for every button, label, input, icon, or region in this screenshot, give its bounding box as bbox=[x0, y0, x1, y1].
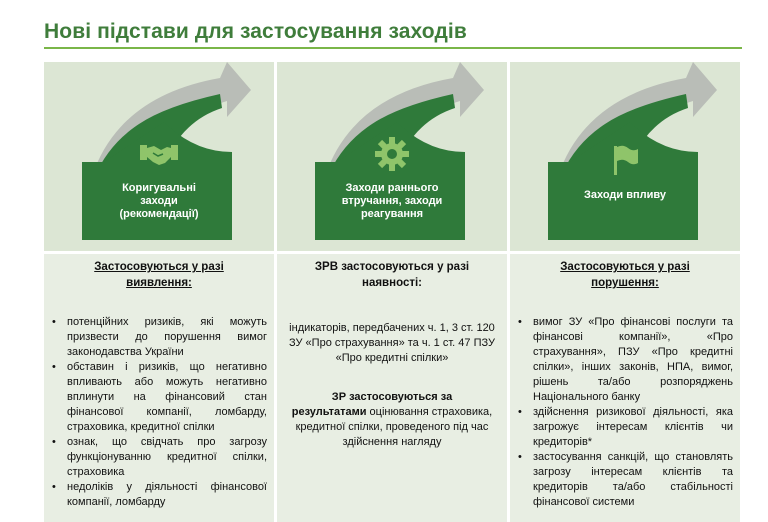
page-title: Нові підстави для застосування заходів bbox=[44, 20, 467, 43]
column-heading bbox=[277, 259, 507, 291]
list-item: • обставин і ризиків, що негативно впливають або можуть негативно вплинути на фінансовий стан фінансової компанії, ломбарду, страховика, кредитної спілки bbox=[44, 360, 274, 435]
handshake-icon bbox=[44, 142, 274, 168]
title-divider bbox=[44, 47, 742, 49]
indicators-text: індикаторів, передбачених ч. 1, 3 ст. 120 ЗУ «Про страхування» та ч. 1 ст. 47 ПЗУ «Про кредитні спілки» bbox=[288, 322, 495, 364]
panel-enforcement-measures bbox=[510, 62, 740, 251]
bullet-list bbox=[510, 315, 740, 510]
list-item: • недоліків у діяльності фінансової компанії, ломбарду bbox=[44, 480, 274, 510]
panel-corrective-measures bbox=[44, 62, 274, 251]
assessment-rest: оцінювання страховика, кредитної спілки, проведеного під час здійснення нагляду bbox=[295, 406, 493, 448]
assessment-text bbox=[277, 405, 507, 450]
list-item: • потенційних ризиків, які можуть призвести до порушення вимог законодавства України bbox=[44, 315, 274, 360]
flag-icon bbox=[510, 144, 740, 176]
panel-label: Заходи впливу bbox=[584, 189, 666, 201]
heading-line: ЗРВ застосовуються у разі bbox=[314, 261, 470, 273]
column-corrective bbox=[44, 254, 274, 522]
column-early-intervention bbox=[277, 254, 507, 522]
heading-line: Застосовуються у разі bbox=[560, 261, 690, 273]
heading-line: виявлення: bbox=[126, 277, 192, 289]
column-heading bbox=[44, 259, 274, 291]
list-item: • здійснення ризикової діяльності, яка загрожує інтересам клієнтів чи кредиторів* bbox=[510, 405, 740, 450]
heading-line: наявності: bbox=[362, 277, 422, 289]
list-item: • ознак, що свідчать про загрозу функціонуванню кредитної спілки, страховика bbox=[44, 435, 274, 480]
heading-line: Застосовуються у разі bbox=[94, 261, 224, 273]
panel-label: Заходи раннього втручання, заходи реагування bbox=[341, 182, 443, 220]
sub-heading: ЗР застосовуються за bbox=[331, 391, 453, 403]
heading-line: порушення: bbox=[591, 277, 659, 289]
panel-label: Коригувальні заходи (рекомендації) bbox=[119, 182, 199, 220]
results-word: результатами bbox=[291, 406, 367, 418]
bullet-list bbox=[44, 315, 274, 510]
column-heading bbox=[510, 259, 740, 291]
list-item: • застосування санкцій, що становлять загрозу інтересам клієнтів та кредиторів та/або стабільності фінансової системи bbox=[510, 450, 740, 510]
column-enforcement bbox=[510, 254, 740, 522]
list-item: • вимог ЗУ «Про фінансові послуги та фінансові компанії», «Про страхування», ПЗУ «Про кредитні спілки», інших законів, НПА, вимог, рішень та/або розпоряджень Національного банку bbox=[510, 315, 740, 405]
gear-icon bbox=[277, 136, 507, 172]
panel-early-intervention bbox=[277, 62, 507, 251]
